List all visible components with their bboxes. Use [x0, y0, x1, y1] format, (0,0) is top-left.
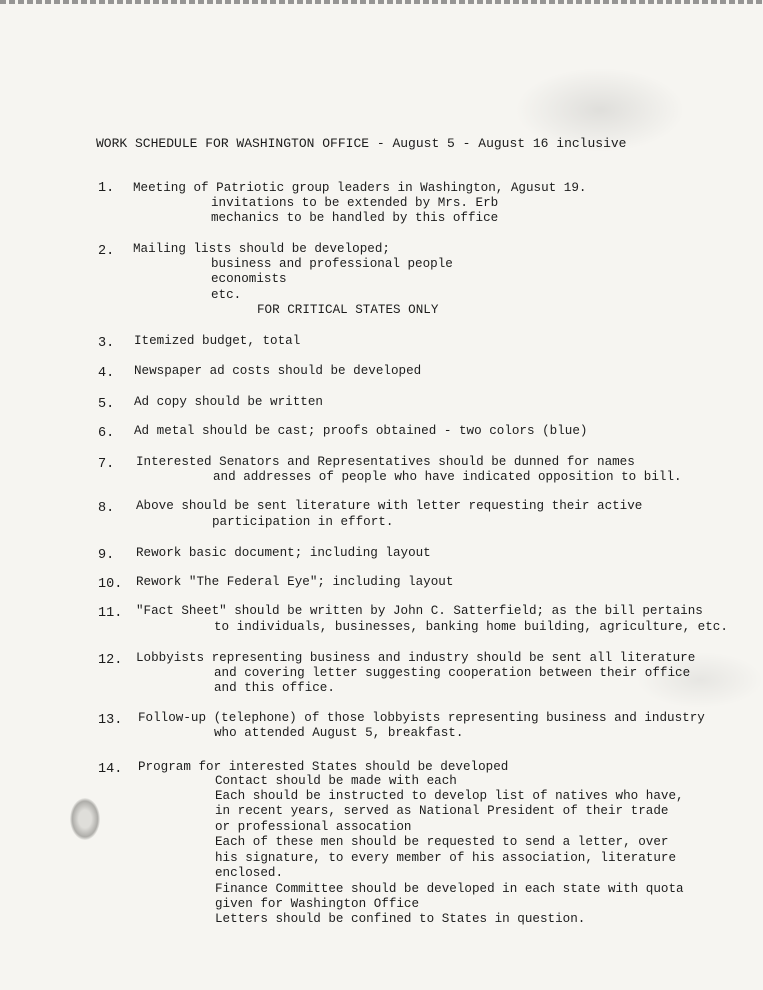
item-text: Rework "The Federal Eye"; including layout — [136, 575, 454, 589]
item-text: Rework basic document; including layout — [136, 546, 431, 560]
item-number: 9. — [98, 548, 115, 563]
item-text: etc. — [211, 288, 242, 302]
item-number: 7. — [98, 457, 115, 472]
item-text: Lobbyists representing business and industry should be sent all literature — [136, 651, 696, 665]
item-text: Program for interested States should be developed — [138, 760, 509, 774]
item-text: invitations to be extended by Mrs. Erb — [211, 196, 499, 210]
item-text: mechanics to be handled by this office — [211, 211, 499, 225]
top-edge-mark — [0, 0, 763, 4]
item-text: who attended August 5, breakfast. — [214, 726, 464, 740]
item-text: participation in effort. — [212, 515, 394, 529]
item-text: or professional assocation — [215, 820, 412, 834]
item-number: 5. — [98, 397, 115, 412]
item-number: 11. — [98, 606, 123, 621]
item-text: and covering letter suggesting cooperation between their office — [214, 666, 691, 680]
item-text: his signature, to every member of his association, literature — [215, 851, 677, 865]
item-number: 1. — [98, 181, 115, 196]
item-text: and this office. — [214, 681, 335, 695]
item-text: in recent years, served as National President of their trade — [215, 804, 669, 818]
item-number: 12. — [98, 653, 123, 668]
document-title: WORK SCHEDULE FOR WASHINGTON OFFICE - August 5 - August 16 inclusive — [96, 136, 627, 151]
item-number: 2. — [98, 244, 115, 259]
item-text: Above should be sent literature with letter requesting their active — [136, 499, 643, 513]
item-number: 3. — [98, 336, 115, 351]
item-text: Mailing lists should be developed; — [133, 242, 390, 256]
item-text: given for Washington Office — [215, 897, 420, 911]
item-number: 14. — [98, 762, 123, 777]
item-text: and addresses of people who have indicated opposition to bill. — [213, 470, 682, 484]
punch-hole-mark — [70, 798, 100, 840]
item-number: 13. — [98, 713, 123, 728]
item-text: "Fact Sheet" should be written by John C. Satterfield; as the bill pertains — [136, 604, 703, 618]
item-text: Newspaper ad costs should be developed — [134, 364, 422, 378]
item-number: 10. — [98, 577, 123, 592]
item-text: enclosed. — [215, 866, 284, 880]
item-text: Each of these men should be requested to send a letter, over — [215, 835, 669, 849]
item-text: Itemized budget, total — [134, 334, 301, 348]
item-text: Interested Senators and Representatives should be dunned for names — [136, 455, 635, 469]
item-text: Ad copy should be written — [134, 395, 323, 409]
item-text: Ad metal should be cast; proofs obtained - two colors (blue) — [134, 424, 588, 438]
item-text: Letters should be confined to States in question. — [215, 912, 586, 926]
item-text: Each should be instructed to develop list of natives who have, — [215, 789, 684, 803]
item-text: Meeting of Patriotic group leaders in Washington, Agusut 19. — [133, 181, 587, 195]
item-text: Contact should be made with each — [215, 774, 457, 788]
item-text: to individuals, businesses, banking home building, agriculture, etc. — [214, 620, 728, 634]
item-number: 8. — [98, 501, 115, 516]
item-text: business and professional people — [211, 257, 453, 271]
item-number: 4. — [98, 366, 115, 381]
item-number: 6. — [98, 426, 115, 441]
item-text: economists — [211, 272, 287, 286]
item-text: Finance Committee should be developed in each state with quota — [215, 882, 684, 896]
item-text: FOR CRITICAL STATES ONLY — [257, 303, 439, 317]
item-text: Follow-up (telephone) of those lobbyists representing business and industry — [138, 711, 705, 725]
